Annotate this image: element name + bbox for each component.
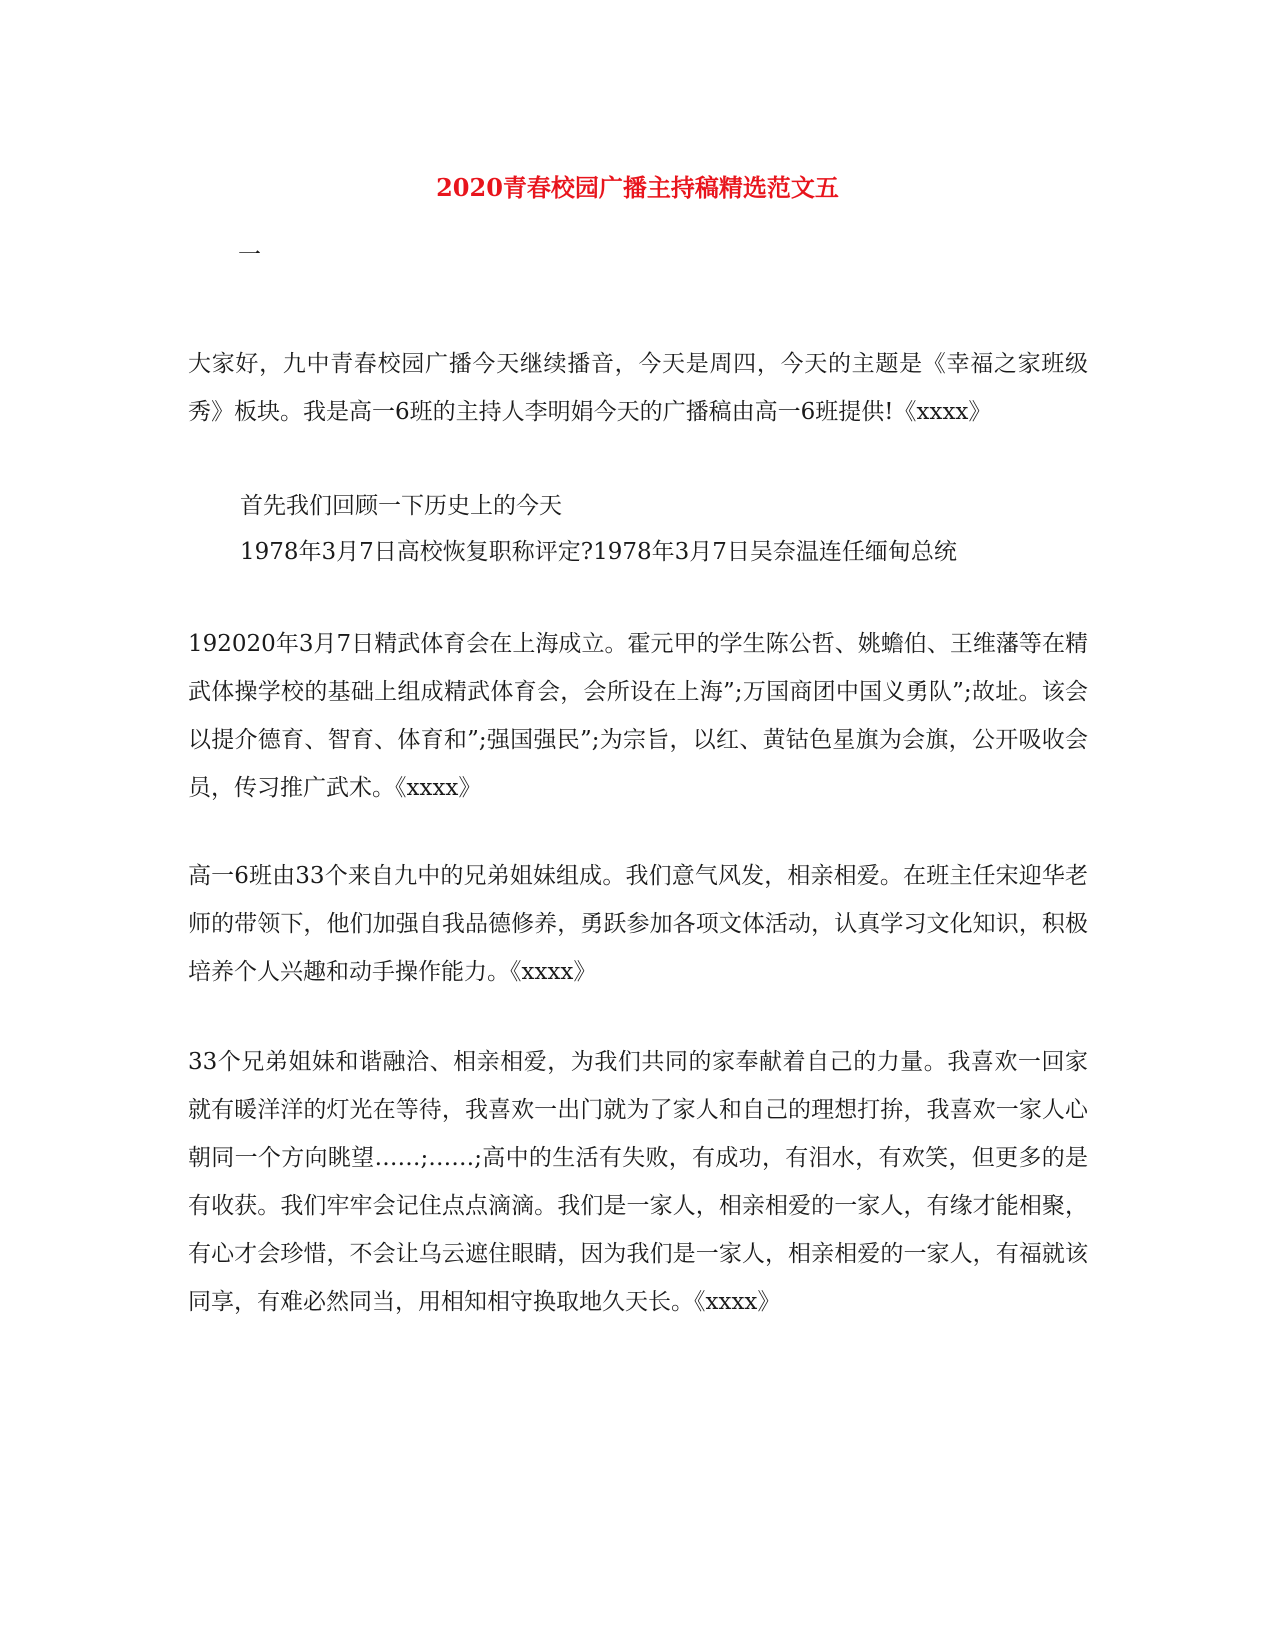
paragraph-family: 33个兄弟姐妹和谐融洽、相亲相爱，为我们共同的家奉献着自己的力量。我喜欢一回家就有暖洋洋的灯光在等待，我喜欢一出门就为了家人和自己的理想打拚，我喜欢一家人心朝同一个方向眺望……;……;高中的生活有失败，有成功，有泪水，有欢笑，但更多的是有收获。我们牢牢会记住点点滴滴。我们是一家人，相亲相爱的一家人，有缘才能相聚，有心才会珍惜，不会让乌云遮住眼睛，因为我们是一家人，相亲相爱的一家人，有福就该同享，有难必然同当，用相知相守换取地久天长。《xxxx》 bbox=[188, 1049, 1088, 1315]
paragraph-jingwu: 192020年3月7日精武体育会在上海成立。霍元甲的学生陈公哲、姚蟾伯、王维藩等在精武体操学校的基础上组成精武体育会，会所设在上海”;万国商团中国义勇队”;故址。该会以提介德育、智育、体育和”;强国强民”;为宗旨，以红、黄钴色星旗为会旗，公开吸收会员，传习推广武术。《xxxx》 bbox=[188, 631, 1088, 801]
paragraph-class-intro: 高一6班由33个来自九中的兄弟姐妹组成。我们意气风发，相亲相爱。在班主任宋迎华老师的带领下，他们加强自我品德修养，勇跃参加各项文体活动，认真学习文化知识，积极培养个人兴趣和动手操作能力。《xxxx》 bbox=[188, 863, 1088, 985]
section-number: 一 bbox=[238, 242, 261, 268]
paragraph-history-intro: 首先我们回顾一下历史上的今天 bbox=[240, 493, 562, 519]
document-title: 2020青春校园广播主持稿精选范文五 bbox=[436, 173, 839, 202]
paragraph-greeting: 大家好，九中青春校园广播今天继续播音，今天是周四，今天的主题是《幸福之家班级秀》板块。我是高一6班的主持人李明娟今天的广播稿由高一6班提供!《xxxx》 bbox=[188, 351, 1088, 425]
paragraph-history-1978: 1978年3月7日高校恢复职称评定?1978年3月7日吴奈温连任缅甸总统 bbox=[240, 539, 957, 565]
